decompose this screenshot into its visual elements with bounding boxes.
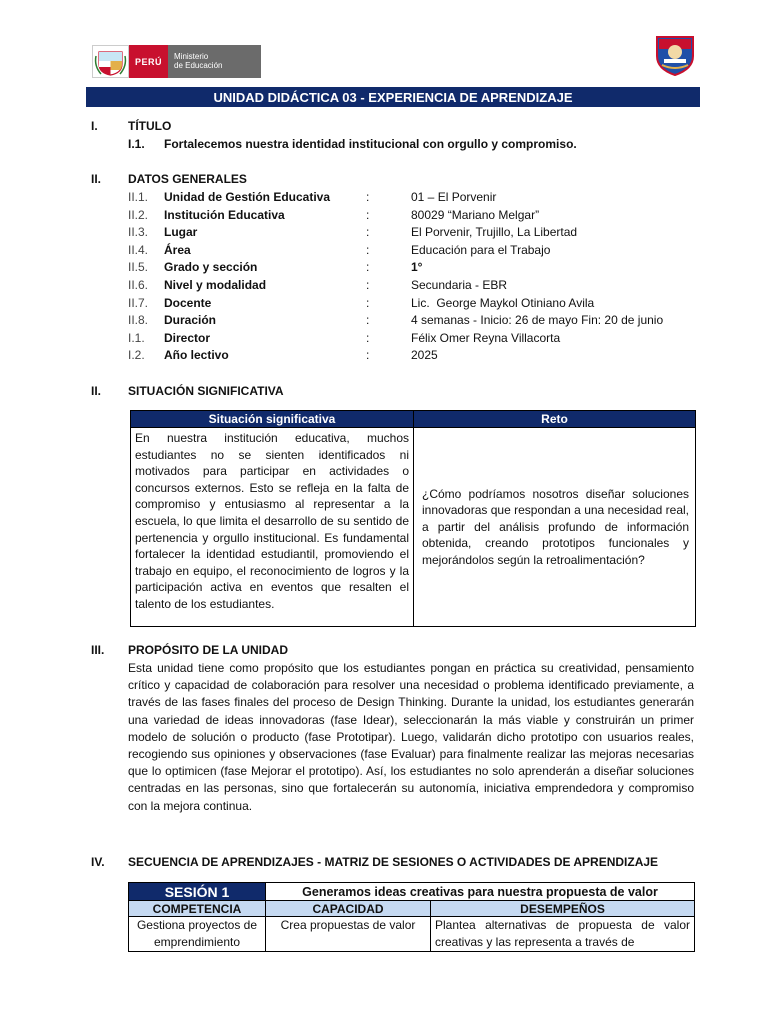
section-number: II.: [91, 384, 102, 398]
session-table: [128, 882, 695, 952]
unit-title-bar: UNIDAD DIDÁCTICA 03 - EXPERIENCIA DE APRENDIZAJE: [86, 87, 700, 107]
section-number: IV.: [91, 855, 105, 869]
section-number: III.: [91, 643, 105, 657]
capacidad-header: CAPACIDAD: [266, 901, 431, 917]
data-row: II.2. Institución Educativa : 80029 “Mariano Melgar”: [128, 207, 540, 222]
session-title: Generamos ideas creativas para nuestra propuesta de valor: [266, 883, 695, 901]
unit-name: Fortalecemos nuestra identidad institucional con orgullo y compromiso.: [164, 137, 577, 151]
capacidad-cell: Crea propuestas de valor: [266, 917, 431, 952]
coat-of-arms-icon: [92, 45, 129, 78]
desempenos-cell: Plantea alternativas de propuesta de valor creativas y las representa a través de: [431, 917, 695, 952]
data-row: II.8. Duración : 4 semanas - Inicio: 26 de mayo Fin: 20 de junio: [128, 313, 664, 328]
competencia-header: COMPETENCIA: [129, 901, 266, 917]
peru-label: PERÚ: [129, 45, 168, 78]
data-row: I.2. Año lectivo : 2025: [128, 348, 438, 363]
section-heading: SITUACIÓN SIGNIFICATIVA: [128, 384, 284, 398]
section-heading: SECUENCIA DE APRENDIZAJES - MATRIZ DE SESIONES O ACTIVIDADES DE APRENDIZAJE: [128, 855, 659, 869]
section-heading: PROPÓSITO DE LA UNIDAD: [128, 643, 289, 657]
session-label: SESIÓN 1: [129, 883, 266, 901]
subsection-number: I.1.: [128, 137, 145, 151]
data-row: II.1. Unidad de Gestión Educativa : 01 – El Porvenir: [128, 190, 497, 204]
ministry-logo: [92, 45, 261, 78]
general-data-list: [128, 189, 708, 365]
challenge-text: ¿Cómo podríamos nosotros diseñar soluciones innovadoras que respondan a una necesidad real, a partir del análisis profundo de información obtenida, creando prototipos funcionales y mejorándolos según la retroalimentación?: [414, 428, 696, 627]
data-row: II.7. Docente : Lic. George Maykol Otiniano Avila: [128, 295, 595, 310]
data-row: II.4. Área : Educación para el Trabajo: [128, 242, 551, 257]
data-row: II.6. Nivel y modalidad : Secundaria - EBR: [128, 277, 508, 292]
section-heading: DATOS GENERALES: [128, 172, 247, 186]
section-number: I.: [91, 119, 98, 133]
competencia-cell: Gestiona proyectos de emprendimiento: [129, 917, 266, 952]
desempenos-header: DESEMPEÑOS: [431, 901, 695, 917]
situation-text: En nuestra institución educativa, muchos estudiantes no se sienten identificados ni motivados para participar en actividades o concursos externos. Esto se refleja en la falta de compromiso y entusiasmo al representar a la escuela, lo que limita el desarrollo de su sentido de pertenencia y orgullo institucional. Es fundamental fortalecer la identidad estudiantil, promoviendo el trabajo en equipo, el reconocimiento de logros y la participación activa en eventos que resalten el talento de los estudiantes.: [131, 428, 414, 627]
situation-column-header: Situación significativa: [131, 411, 414, 428]
data-row: I.1. Director : Félix Omer Reyna Villacorta: [128, 330, 561, 345]
situation-table: [130, 410, 696, 627]
purpose-paragraph: Esta unidad tiene como propósito que los estudiantes pongan en práctica su creatividad, pensamiento crítico y capacidad de colaboración para resolver una necesidad o problema identificado previamente, a través de las fases finales del proceso de Design Thinking. Durante la unidad, los estudiantes generarán una variedad de ideas innovadoras (fase Idear), seleccionarán la más viable y construirán un primer modelo de solución o producto (fase Prototipar). Luego, validarán dicho prototipo con usuarios reales, recogiendo sus opiniones y observaciones (fase Evaluar) para finalmente realizar las mejoras necesarias que lo optimicen (fase Mejorar el prototipo). Así, los estudiantes no solo aprenderán a diseñar soluciones centradas en las personas, sino que fortalecerán su autonomía, iniciativa emprendedora y compromiso con la mejora continua.: [128, 661, 694, 813]
section-number: II.: [91, 172, 102, 186]
data-row: II.5. Grado y sección : 1°: [128, 260, 423, 275]
ministry-name: Ministerio de Educación: [174, 52, 223, 70]
data-row: II.3. Lugar : El Porvenir, Trujillo, La Libertad: [128, 225, 578, 240]
section-heading: TÍTULO: [128, 119, 172, 133]
challenge-column-header: Reto: [414, 411, 696, 428]
school-crest-icon: [654, 34, 696, 76]
